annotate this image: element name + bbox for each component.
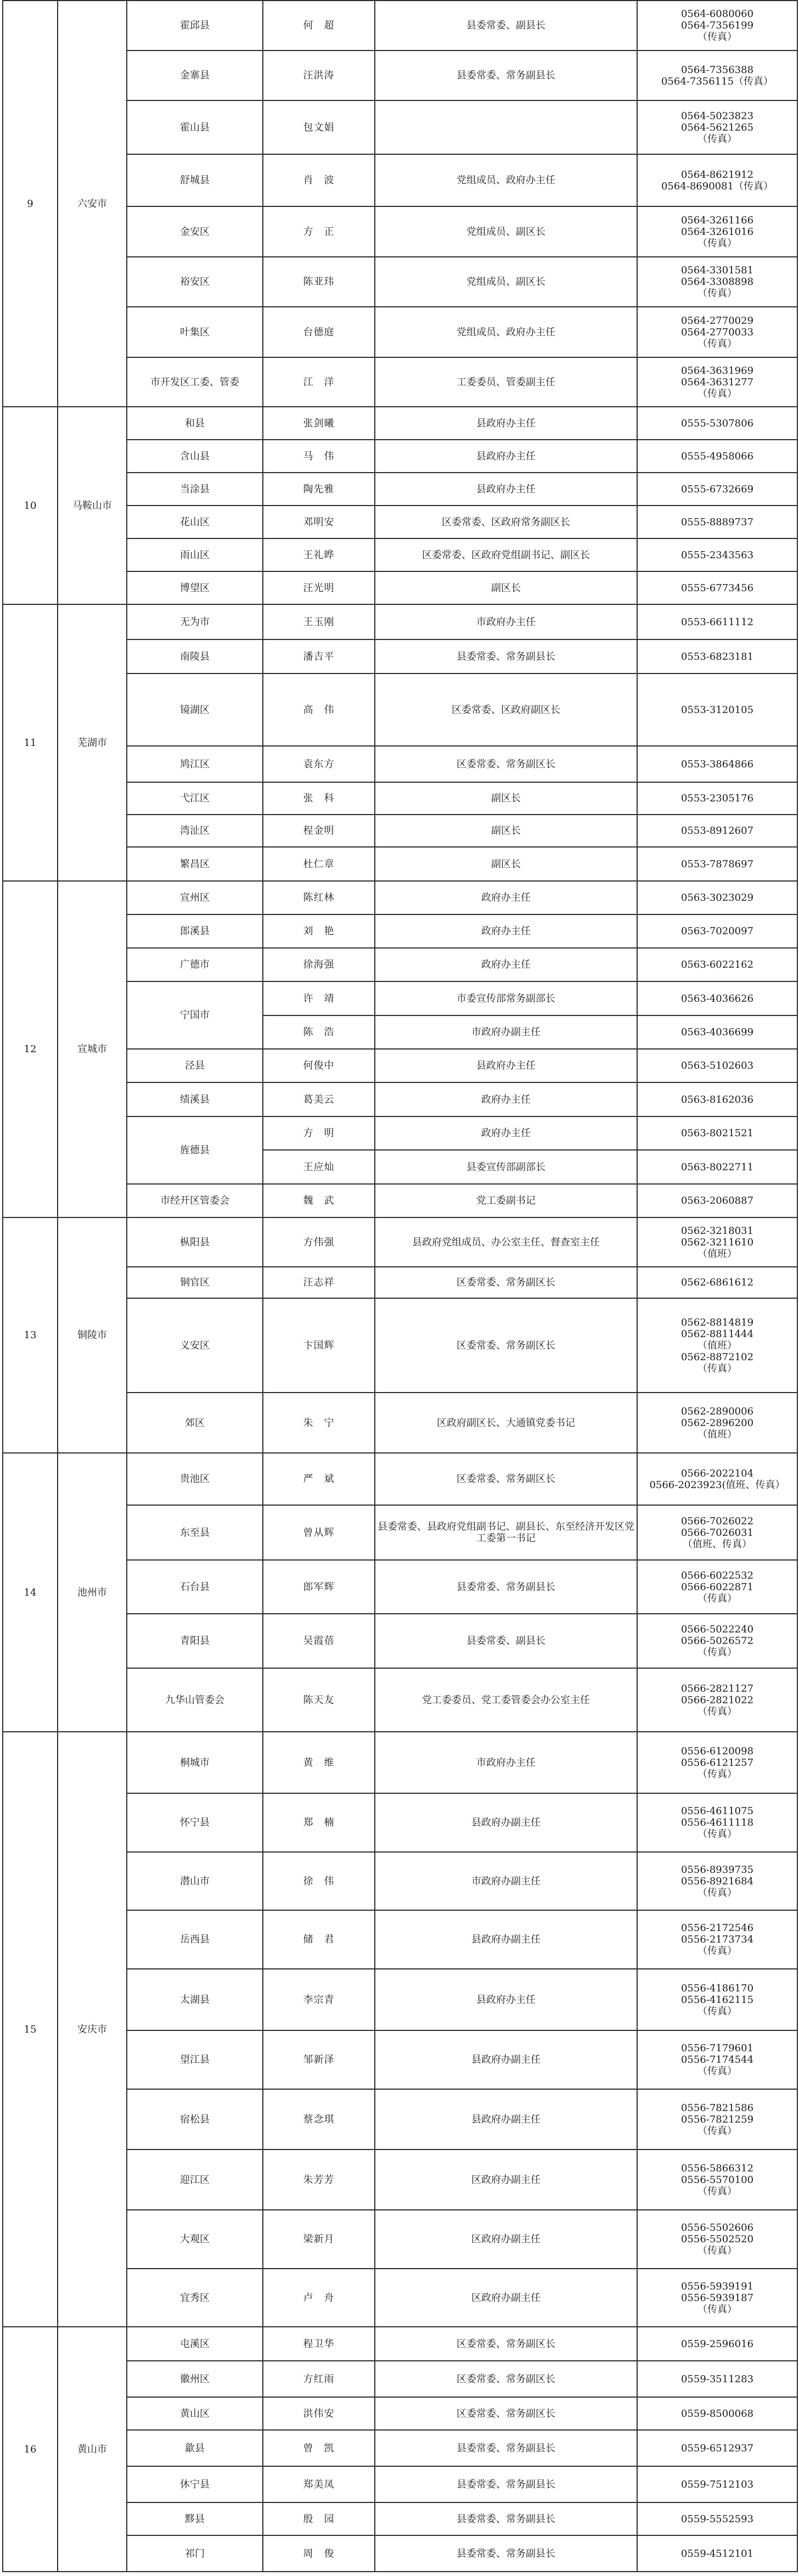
county-name: 当涂县 xyxy=(127,473,263,506)
person-name: 储 君 xyxy=(263,1910,375,1969)
phone-number: 0566-6022532 0566-6022871 （传真） xyxy=(637,1560,797,1614)
job-title: 县政府办主任 xyxy=(375,473,637,506)
phone-number: 0566-2022104 0566-2023923(值班、传真） xyxy=(637,1453,797,1505)
table-row xyxy=(3,1453,797,1505)
table-row xyxy=(3,881,797,914)
county-name: 弋江区 xyxy=(127,782,263,815)
job-title: 县委常委、常务副县长 xyxy=(375,1560,637,1614)
phone-number: 0553-6611112 xyxy=(637,604,797,639)
county-name: 歙县 xyxy=(127,2430,263,2466)
county-name: 屯溪区 xyxy=(127,2327,263,2361)
county-name: 怀宁县 xyxy=(127,1793,263,1852)
job-title: 副区长 xyxy=(375,571,637,604)
county-name: 宿松县 xyxy=(127,2089,263,2150)
person-name: 蔡念琪 xyxy=(263,2089,375,2150)
county-name: 镜湖区 xyxy=(127,674,263,746)
county-name: 义安区 xyxy=(127,1298,263,1393)
phone-number: 0559-4512101 xyxy=(637,2535,797,2572)
job-title: 县委常委、县政府党组副书记、副县长、东至经济开发区党工委第一书记 xyxy=(375,1505,637,1560)
county-name: 宜秀区 xyxy=(127,2269,263,2327)
job-title xyxy=(375,100,637,154)
person-name: 汪洪涛 xyxy=(263,50,375,100)
job-title: 县政府党组成员、办公室主任、督查室主任 xyxy=(375,1217,637,1267)
job-title: 区委常委、区政府常务副区长 xyxy=(375,506,637,538)
person-name: 刘 艳 xyxy=(263,914,375,948)
city-name: 宣城市 xyxy=(58,881,127,1217)
person-name: 汪志祥 xyxy=(263,1267,375,1298)
phone-number: 0559-5552593 xyxy=(637,2502,797,2535)
person-name: 汪光明 xyxy=(263,571,375,604)
person-name: 方 明 xyxy=(263,1116,375,1150)
job-title: 区政府副区长、大通镇党委书记 xyxy=(375,1393,637,1453)
county-name: 市开发区工委、管委 xyxy=(127,357,263,407)
table-row xyxy=(3,1732,797,1793)
phone-number: 0559-6512937 xyxy=(637,2430,797,2466)
person-name: 张 科 xyxy=(263,782,375,815)
phone-number: 0564-8621912 0564-8690081（传真） xyxy=(637,154,797,206)
county-name: 宣州区 xyxy=(127,881,263,914)
job-title: 政府办主任 xyxy=(375,914,637,948)
phone-number: 0556-7821586 0556-7821259 （传真） xyxy=(637,2089,797,2150)
phone-number: 0564-6080060 0564-7356199 （传真） xyxy=(637,1,797,50)
person-name: 卢 舟 xyxy=(263,2269,375,2327)
phone-number: 0555-8889737 xyxy=(637,506,797,538)
person-name: 方伟强 xyxy=(263,1217,375,1267)
phone-number: 0564-3631969 0564-3631277 （传真） xyxy=(637,357,797,407)
person-name: 葛美云 xyxy=(263,1082,375,1116)
county-name: 石台县 xyxy=(127,1560,263,1614)
county-name: 岳西县 xyxy=(127,1910,263,1969)
county-name: 东至县 xyxy=(127,1505,263,1560)
table-row xyxy=(3,1217,797,1267)
county-name: 绩溪县 xyxy=(127,1082,263,1116)
row-number: 12 xyxy=(3,881,58,1217)
job-title: 县政府办主任 xyxy=(375,1049,637,1082)
person-name: 邓明安 xyxy=(263,506,375,538)
person-name: 杜仁章 xyxy=(263,847,375,881)
job-title: 区委常委、常务副区长 xyxy=(375,1267,637,1298)
job-title: 区委常委、区政府党组副书记、副区长 xyxy=(375,538,637,571)
county-name: 潜山市 xyxy=(127,1852,263,1910)
county-name: 黄山区 xyxy=(127,2397,263,2430)
phone-number: 0555-4958066 xyxy=(637,440,797,473)
phone-number: 0556-5502606 0556-5502520 （传真） xyxy=(637,2210,797,2269)
job-title: 区委常委、常务副区长 xyxy=(375,2327,637,2361)
job-title: 区委常委、区政府副区长 xyxy=(375,674,637,746)
job-title: 县委常委、常务副县长 xyxy=(375,2466,637,2502)
city-name: 黄山市 xyxy=(58,2327,127,2572)
person-name: 严 斌 xyxy=(263,1453,375,1505)
person-name: 江 洋 xyxy=(263,357,375,407)
county-name: 郊区 xyxy=(127,1393,263,1453)
county-name: 大观区 xyxy=(127,2210,263,2269)
job-title: 县政府办副主任 xyxy=(375,1793,637,1852)
city-name: 芜湖市 xyxy=(58,604,127,881)
person-name: 何 超 xyxy=(263,1,375,50)
phone-number: 0562-6861612 xyxy=(637,1267,797,1298)
job-title: 区政府办副主任 xyxy=(375,2269,637,2327)
job-title: 副区长 xyxy=(375,782,637,815)
phone-number: 0555-6732669 xyxy=(637,473,797,506)
county-name: 湾沚区 xyxy=(127,815,263,847)
job-title: 县委常委、副县长 xyxy=(375,1614,637,1668)
county-name: 南陵县 xyxy=(127,639,263,674)
phone-number: 0562-3218031 0562-3211610 （值班） xyxy=(637,1217,797,1267)
county-name: 广德市 xyxy=(127,948,263,981)
person-name: 许 靖 xyxy=(263,981,375,1015)
job-title: 区委常委、常务副区长 xyxy=(375,1453,637,1505)
person-name: 方红雨 xyxy=(263,2361,375,2397)
phone-number: 0563-4036699 xyxy=(637,1015,797,1049)
person-name: 陶先雅 xyxy=(263,473,375,506)
phone-number: 0563-3023029 xyxy=(637,881,797,914)
phone-number: 0562-8814819 0562-8811444 （值班） 0562-8872102 （传真） xyxy=(637,1298,797,1393)
job-title: 市政府办主任 xyxy=(375,1732,637,1793)
job-title: 县委常委、常务副县长 xyxy=(375,639,637,674)
county-name: 金寨县 xyxy=(127,50,263,100)
phone-number: 0556-5866312 0556-5570100 （传真） xyxy=(637,2150,797,2210)
county-name: 霍邱县 xyxy=(127,1,263,50)
person-name: 包文娟 xyxy=(263,100,375,154)
county-name: 叶集区 xyxy=(127,307,263,357)
job-title: 市政府办副主任 xyxy=(375,1015,637,1049)
job-title: 区政府办副主任 xyxy=(375,2210,637,2269)
county-name: 金安区 xyxy=(127,206,263,257)
phone-number: 0566-2821127 0566-2821022 （传真） xyxy=(637,1668,797,1732)
person-name: 殷 园 xyxy=(263,2502,375,2535)
job-title: 区委常委、常务副区长 xyxy=(375,2397,637,2430)
job-title: 副区长 xyxy=(375,815,637,847)
job-title: 区政府办副主任 xyxy=(375,2150,637,2210)
phone-number: 0555-2343563 xyxy=(637,538,797,571)
phone-number: 0553-3120105 xyxy=(637,674,797,746)
person-name: 马 伟 xyxy=(263,440,375,473)
row-number: 16 xyxy=(3,2327,58,2572)
county-name: 宁国市 xyxy=(127,981,263,1049)
phone-number: 0553-7878697 xyxy=(637,847,797,881)
job-title: 县政府办主任 xyxy=(375,440,637,473)
person-name: 曾 凯 xyxy=(263,2430,375,2466)
phone-number: 0564-3301581 0564-3308898 （传真） xyxy=(637,257,797,307)
county-name: 无为市 xyxy=(127,604,263,639)
phone-number: 0553-8912607 xyxy=(637,815,797,847)
phone-number: 0563-4036626 xyxy=(637,981,797,1015)
person-name: 肖 波 xyxy=(263,154,375,206)
county-name: 霍山县 xyxy=(127,100,263,154)
phone-number: 0553-2305176 xyxy=(637,782,797,815)
city-name: 铜陵市 xyxy=(58,1217,127,1453)
person-name: 陈 浩 xyxy=(263,1015,375,1049)
person-name: 郑 楠 xyxy=(263,1793,375,1852)
phone-number: 0563-8021521 xyxy=(637,1116,797,1150)
table-row xyxy=(3,604,797,639)
city-name: 安庆市 xyxy=(58,1732,127,2327)
person-name: 徐海强 xyxy=(263,948,375,981)
county-name: 徽州区 xyxy=(127,2361,263,2397)
county-name: 黟县 xyxy=(127,2502,263,2535)
county-name: 旌德县 xyxy=(127,1116,263,1184)
row-number: 9 xyxy=(3,1,58,407)
county-name: 雨山区 xyxy=(127,538,263,571)
phone-number: 0556-4186170 0556-4162115 （传真） xyxy=(637,1969,797,2030)
phone-number: 0564-5023823 0564-5621265 （传真） xyxy=(637,100,797,154)
row-number: 11 xyxy=(3,604,58,881)
job-title: 县委常委、副县长 xyxy=(375,1,637,50)
county-name: 和县 xyxy=(127,407,263,440)
phone-number: 0559-8500068 xyxy=(637,2397,797,2430)
county-name: 休宁县 xyxy=(127,2466,263,2502)
job-title: 县委常委、常务副县长 xyxy=(375,50,637,100)
county-name: 含山县 xyxy=(127,440,263,473)
table-row xyxy=(3,407,797,440)
phone-number: 0562-2890006 0562-2896200 （值班） xyxy=(637,1393,797,1453)
row-number: 13 xyxy=(3,1217,58,1453)
job-title: 党组成员、政府办主任 xyxy=(375,307,637,357)
job-title: 市委宣传部常务副部长 xyxy=(375,981,637,1015)
person-name: 卞国辉 xyxy=(263,1298,375,1393)
table-row xyxy=(3,1,797,50)
row-number: 10 xyxy=(3,407,58,604)
job-title: 县委宣传部副部长 xyxy=(375,1150,637,1184)
person-name: 郑美凤 xyxy=(263,2466,375,2502)
job-title: 县委常委、常务副县长 xyxy=(375,2535,637,2572)
job-title: 县政府办副主任 xyxy=(375,1910,637,1969)
phone-number: 0556-7179601 0556-7174544 （传真） xyxy=(637,2030,797,2089)
county-name: 望江县 xyxy=(127,2030,263,2089)
person-name: 潘吉平 xyxy=(263,639,375,674)
city-name: 马鞍山市 xyxy=(58,407,127,604)
person-name: 魏 武 xyxy=(263,1184,375,1217)
phone-number: 0563-7020097 xyxy=(637,914,797,948)
phone-number: 0563-8162036 xyxy=(637,1082,797,1116)
job-title: 区委常委、常务副区长 xyxy=(375,2361,637,2397)
county-name: 迎江区 xyxy=(127,2150,263,2210)
job-title: 党工委委员、党工委管委会办公室主任 xyxy=(375,1668,637,1732)
person-name: 台德庭 xyxy=(263,307,375,357)
person-name: 梁新月 xyxy=(263,2210,375,2269)
phone-number: 0555-5307806 xyxy=(637,407,797,440)
phone-number: 0563-6022162 xyxy=(637,948,797,981)
job-title: 副区长 xyxy=(375,847,637,881)
phone-number: 0563-8022711 xyxy=(637,1150,797,1184)
person-name: 何俊中 xyxy=(263,1049,375,1082)
person-name: 吴霞蓓 xyxy=(263,1614,375,1668)
phone-number: 0564-3261166 0564-3261016 （传真） xyxy=(637,206,797,257)
contact-table xyxy=(2,0,798,2572)
phone-number: 0556-4611075 0556-4611118 （传真） xyxy=(637,1793,797,1852)
person-name: 黄 维 xyxy=(263,1732,375,1793)
phone-number: 0555-6773456 xyxy=(637,571,797,604)
contact-table-body xyxy=(3,1,797,2572)
job-title: 政府办主任 xyxy=(375,948,637,981)
county-name: 九华山管委会 xyxy=(127,1668,263,1732)
person-name: 袁东方 xyxy=(263,746,375,782)
person-name: 程金明 xyxy=(263,815,375,847)
person-name: 徐 伟 xyxy=(263,1852,375,1910)
county-name: 贵池区 xyxy=(127,1453,263,1505)
job-title: 市政府办副主任 xyxy=(375,1852,637,1910)
person-name: 张剑曦 xyxy=(263,407,375,440)
county-name: 桐城市 xyxy=(127,1732,263,1793)
county-name: 繁昌区 xyxy=(127,847,263,881)
city-name: 池州市 xyxy=(58,1453,127,1732)
job-title: 党工委副书记 xyxy=(375,1184,637,1217)
job-title: 党组成员、副区长 xyxy=(375,257,637,307)
city-name: 六安市 xyxy=(58,1,127,407)
phone-number: 0564-2770029 0564-2770033 （传真） xyxy=(637,307,797,357)
person-name: 曾从辉 xyxy=(263,1505,375,1560)
person-name: 王应灿 xyxy=(263,1150,375,1184)
county-name: 舒城县 xyxy=(127,154,263,206)
phone-number: 0566-5022240 0566-5026572 （传真） xyxy=(637,1614,797,1668)
phone-number: 0559-3511283 xyxy=(637,2361,797,2397)
person-name: 朱 宁 xyxy=(263,1393,375,1453)
person-name: 郎军辉 xyxy=(263,1560,375,1614)
phone-number: 0553-6823181 xyxy=(637,639,797,674)
county-name: 泾县 xyxy=(127,1049,263,1082)
phone-number: 0556-8939735 0556-8921684 （传真） xyxy=(637,1852,797,1910)
job-title: 政府办主任 xyxy=(375,1082,637,1116)
phone-number: 0559-2596016 xyxy=(637,2327,797,2361)
job-title: 县政府办副主任 xyxy=(375,2089,637,2150)
person-name: 王礼晔 xyxy=(263,538,375,571)
person-name: 陈红林 xyxy=(263,881,375,914)
phone-number: 0564-7356388 0564-7356115（传真） xyxy=(637,50,797,100)
person-name: 李宗青 xyxy=(263,1969,375,2030)
job-title: 工委委员、管委副主任 xyxy=(375,357,637,407)
person-name: 邹新泽 xyxy=(263,2030,375,2089)
job-title: 县政府办副主任 xyxy=(375,2030,637,2089)
phone-number: 0556-2172546 0556-2173734 （传真） xyxy=(637,1910,797,1969)
person-name: 王玉刚 xyxy=(263,604,375,639)
phone-number: 0553-3864866 xyxy=(637,746,797,782)
phone-number: 0559-7512103 xyxy=(637,2466,797,2502)
person-name: 周 俊 xyxy=(263,2535,375,2572)
job-title: 市政府办主任 xyxy=(375,604,637,639)
county-name: 祁门 xyxy=(127,2535,263,2572)
county-name: 花山区 xyxy=(127,506,263,538)
row-number: 14 xyxy=(3,1453,58,1732)
job-title: 政府办主任 xyxy=(375,881,637,914)
job-title: 县政府办主任 xyxy=(375,1969,637,2030)
phone-number: 0563-2060887 xyxy=(637,1184,797,1217)
county-name: 鸠江区 xyxy=(127,746,263,782)
job-title: 区委常委、常务副区长 xyxy=(375,746,637,782)
person-name: 朱芳芳 xyxy=(263,2150,375,2210)
table-row xyxy=(3,2327,797,2361)
county-name: 太湖县 xyxy=(127,1969,263,2030)
phone-number: 0566-7026022 0566-7026031 （值班、传真） xyxy=(637,1505,797,1560)
county-name: 铜官区 xyxy=(127,1267,263,1298)
job-title: 党组成员、政府办主任 xyxy=(375,154,637,206)
person-name: 程卫华 xyxy=(263,2327,375,2361)
job-title: 县委常委、常务副县长 xyxy=(375,2430,637,2466)
phone-number: 0563-5102603 xyxy=(637,1049,797,1082)
county-name: 博望区 xyxy=(127,571,263,604)
row-number: 15 xyxy=(3,1732,58,2327)
phone-number: 0556-6120098 0556-6121257 （传真） xyxy=(637,1732,797,1793)
person-name: 高 伟 xyxy=(263,674,375,746)
job-title: 县委常委、常务副县长 xyxy=(375,2502,637,2535)
county-name: 市经开区管委会 xyxy=(127,1184,263,1217)
person-name: 洪伟安 xyxy=(263,2397,375,2430)
job-title: 政府办主任 xyxy=(375,1116,637,1150)
job-title: 党组成员、副区长 xyxy=(375,206,637,257)
job-title: 区委常委、常务副区长 xyxy=(375,1298,637,1393)
county-name: 裕安区 xyxy=(127,257,263,307)
person-name: 陈天友 xyxy=(263,1668,375,1732)
county-name: 青阳县 xyxy=(127,1614,263,1668)
phone-number: 0556-5939191 0556-5939187 （传真） xyxy=(637,2269,797,2327)
county-name: 郎溪县 xyxy=(127,914,263,948)
county-name: 枞阳县 xyxy=(127,1217,263,1267)
person-name: 陈亚玮 xyxy=(263,257,375,307)
job-title: 县政府办主任 xyxy=(375,407,637,440)
person-name: 方 正 xyxy=(263,206,375,257)
